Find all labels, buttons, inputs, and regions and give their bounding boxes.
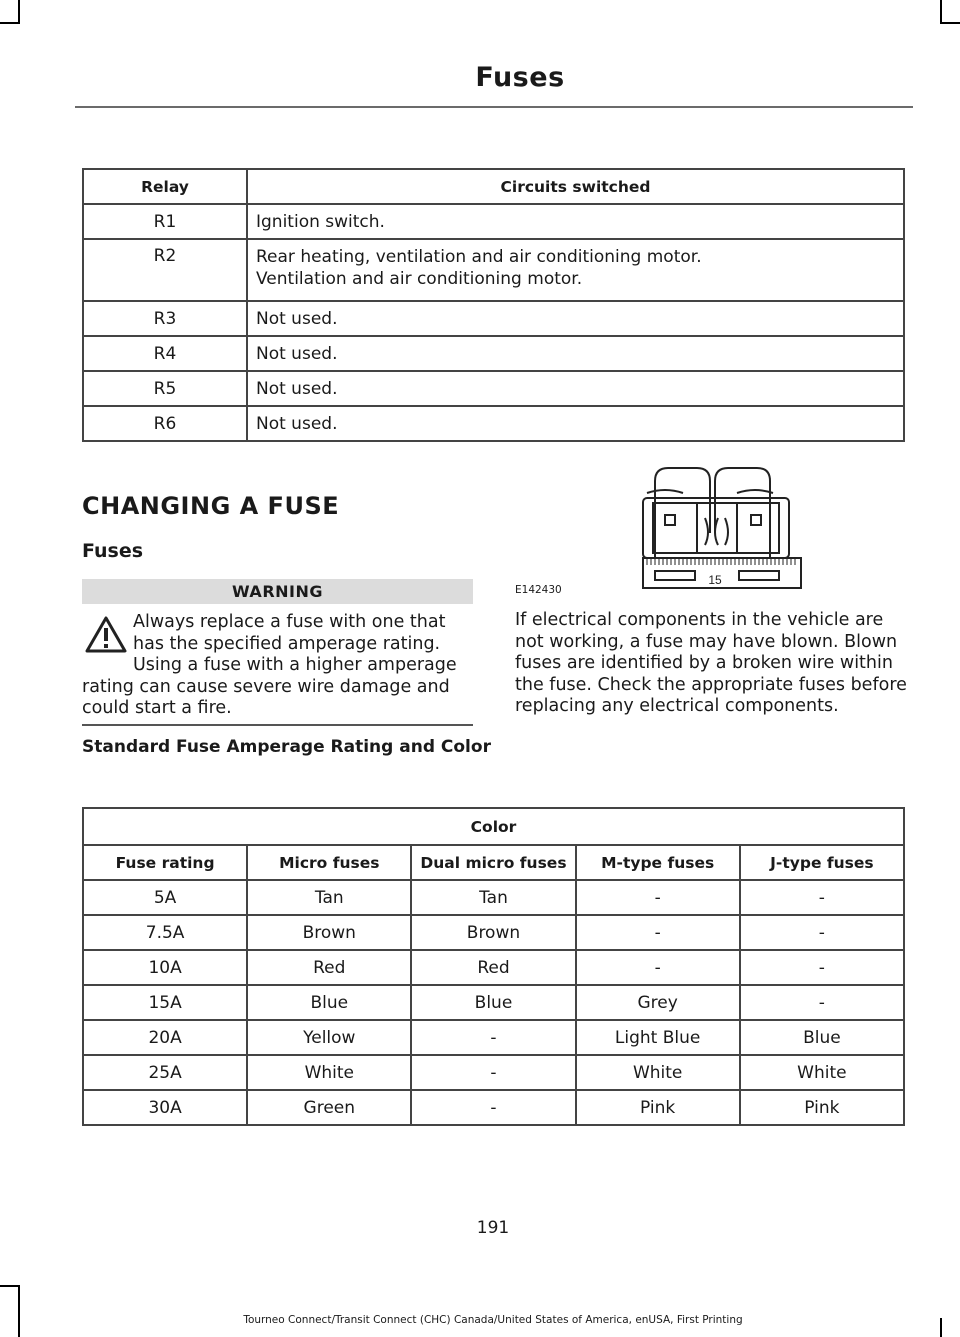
m-type-fuse-cell: - xyxy=(576,915,740,950)
j-type-fuse-cell: - xyxy=(740,880,904,915)
circuit-cell: Not used. xyxy=(247,301,904,336)
circuit-cell: Ignition switch. xyxy=(247,204,904,239)
j-type-fuse-cell: - xyxy=(740,915,904,950)
m-type-fuse-cell: Pink xyxy=(576,1090,740,1125)
j-type-fuse-cell: Blue xyxy=(740,1020,904,1055)
m-type-fuse-cell: White xyxy=(576,1055,740,1090)
fuse-rating-cell: 25A xyxy=(83,1055,247,1090)
micro-fuses-header: Micro fuses xyxy=(247,845,411,880)
warning-line: Using a fuse with a higher amperage xyxy=(133,655,457,675)
relay-table-header-row xyxy=(83,169,904,204)
figure-code: E142430 xyxy=(515,584,562,596)
circuits-column-header: Circuits switched xyxy=(247,169,904,204)
micro-fuse-cell: Yellow xyxy=(247,1020,411,1055)
micro-fuse-cell: Brown xyxy=(247,915,411,950)
circuit-cell: Not used. xyxy=(247,371,904,406)
dual-micro-fuse-cell: Brown xyxy=(411,915,575,950)
dual-micro-fuse-cell: - xyxy=(411,1055,575,1090)
table-row xyxy=(83,301,904,336)
dual-micro-fuse-cell: Red xyxy=(411,950,575,985)
micro-fuse-cell: Red xyxy=(247,950,411,985)
dual-micro-fuse-cell: - xyxy=(411,1020,575,1055)
blade-fuse-illustration xyxy=(515,463,905,598)
fuse-description: If electrical components in the vehicle are not working, a fuse may have blown. Blown fuses are identified by a broken wire within the fuse. Check the appropriate fuses before replacing any electrical components. xyxy=(515,610,907,716)
table-row xyxy=(83,239,904,301)
fuse-rating-header: Fuse rating xyxy=(83,845,247,880)
m-type-fuse-cell: Light Blue xyxy=(576,1020,740,1055)
m-type-fuses-header: M-type fuses xyxy=(576,845,740,880)
fuse-rating-label: 15 xyxy=(708,573,722,587)
table-row xyxy=(83,1055,904,1090)
j-type-fuse-cell: - xyxy=(740,985,904,1020)
table-row xyxy=(83,985,904,1020)
crop-mark-top-right-h xyxy=(940,22,960,24)
table-row xyxy=(83,950,904,985)
dual-micro-fuse-cell: Blue xyxy=(411,985,575,1020)
relay-cell: R2 xyxy=(83,239,247,301)
fuse-rating-cell: 30A xyxy=(83,1090,247,1125)
table-row xyxy=(83,406,904,441)
crop-mark-top-right-v xyxy=(940,0,942,24)
warning-line: has the specified amperage rating. xyxy=(133,633,441,654)
warning-label: WARNING xyxy=(82,579,473,604)
table-row xyxy=(83,1020,904,1055)
j-type-fuses-header: J-type fuses xyxy=(740,845,904,880)
fuse-rating-cell: 10A xyxy=(83,950,247,985)
table-row xyxy=(83,915,904,950)
color-group-header: Color xyxy=(83,808,904,845)
relay-cell: R3 xyxy=(83,301,247,336)
micro-fuse-cell: Tan xyxy=(247,880,411,915)
relay-column-header: Relay xyxy=(83,169,247,204)
crop-mark-bottom-left-v xyxy=(18,1285,20,1337)
m-type-fuse-cell: - xyxy=(576,880,740,915)
warning-line: Always replace a fuse with one that xyxy=(133,612,446,632)
circuit-line: Rear heating, ventilation and air conditioning motor. xyxy=(256,247,702,267)
crop-mark-top-left-h xyxy=(0,22,20,24)
micro-fuse-cell: White xyxy=(247,1055,411,1090)
warning-line: rating can cause severe wire damage and could start a fire. xyxy=(82,676,450,718)
relay-cell: R4 xyxy=(83,336,247,371)
m-type-fuse-cell: - xyxy=(576,950,740,985)
fuse-color-table xyxy=(82,807,905,1126)
m-type-fuse-cell: Grey xyxy=(576,985,740,1020)
table-row xyxy=(83,1090,904,1125)
relay-cell: R1 xyxy=(83,204,247,239)
crop-mark-top-left-v xyxy=(18,0,20,24)
j-type-fuse-cell: - xyxy=(740,950,904,985)
micro-fuse-cell: Blue xyxy=(247,985,411,1020)
fuse-rating-cell: 15A xyxy=(83,985,247,1020)
dual-micro-fuse-cell: - xyxy=(411,1090,575,1125)
micro-fuse-cell: Green xyxy=(247,1090,411,1125)
section-title: CHANGING A FUSE xyxy=(82,492,340,520)
fuse-table-title: Standard Fuse Amperage Rating and Color xyxy=(82,737,491,757)
relay-table xyxy=(82,168,905,442)
circuit-cell: Not used. xyxy=(247,406,904,441)
fuse-table-header-row xyxy=(83,845,904,880)
j-type-fuse-cell: White xyxy=(740,1055,904,1090)
fuse-rating-cell: 5A xyxy=(83,880,247,915)
page-footer: Tourneo Connect/Transit Connect (CHC) Canada/United States of America, enUSA, First Printing xyxy=(243,1314,743,1326)
page-title: Fuses xyxy=(475,62,565,93)
warning-divider xyxy=(82,724,473,726)
color-group-header-row xyxy=(83,808,904,845)
relay-cell: R5 xyxy=(83,371,247,406)
fuse-rating-cell: 20A xyxy=(83,1020,247,1055)
table-row xyxy=(83,204,904,239)
section-subtitle: Fuses xyxy=(82,540,144,562)
relay-cell: R6 xyxy=(83,406,247,441)
table-row xyxy=(83,880,904,915)
crop-mark-bottom-left-h xyxy=(0,1285,20,1287)
page-number: 191 xyxy=(476,1218,510,1238)
j-type-fuse-cell: Pink xyxy=(740,1090,904,1125)
fuse-rating-cell: 7.5A xyxy=(83,915,247,950)
circuit-line: Ventilation and air conditioning motor. xyxy=(256,269,583,289)
circuit-cell: Not used. xyxy=(247,336,904,371)
circuit-cell xyxy=(247,239,904,301)
warning-text xyxy=(82,612,474,720)
table-row xyxy=(83,336,904,371)
table-row xyxy=(83,371,904,406)
header-divider xyxy=(75,106,913,108)
dual-micro-fuses-header: Dual micro fuses xyxy=(411,845,575,880)
dual-micro-fuse-cell: Tan xyxy=(411,880,575,915)
